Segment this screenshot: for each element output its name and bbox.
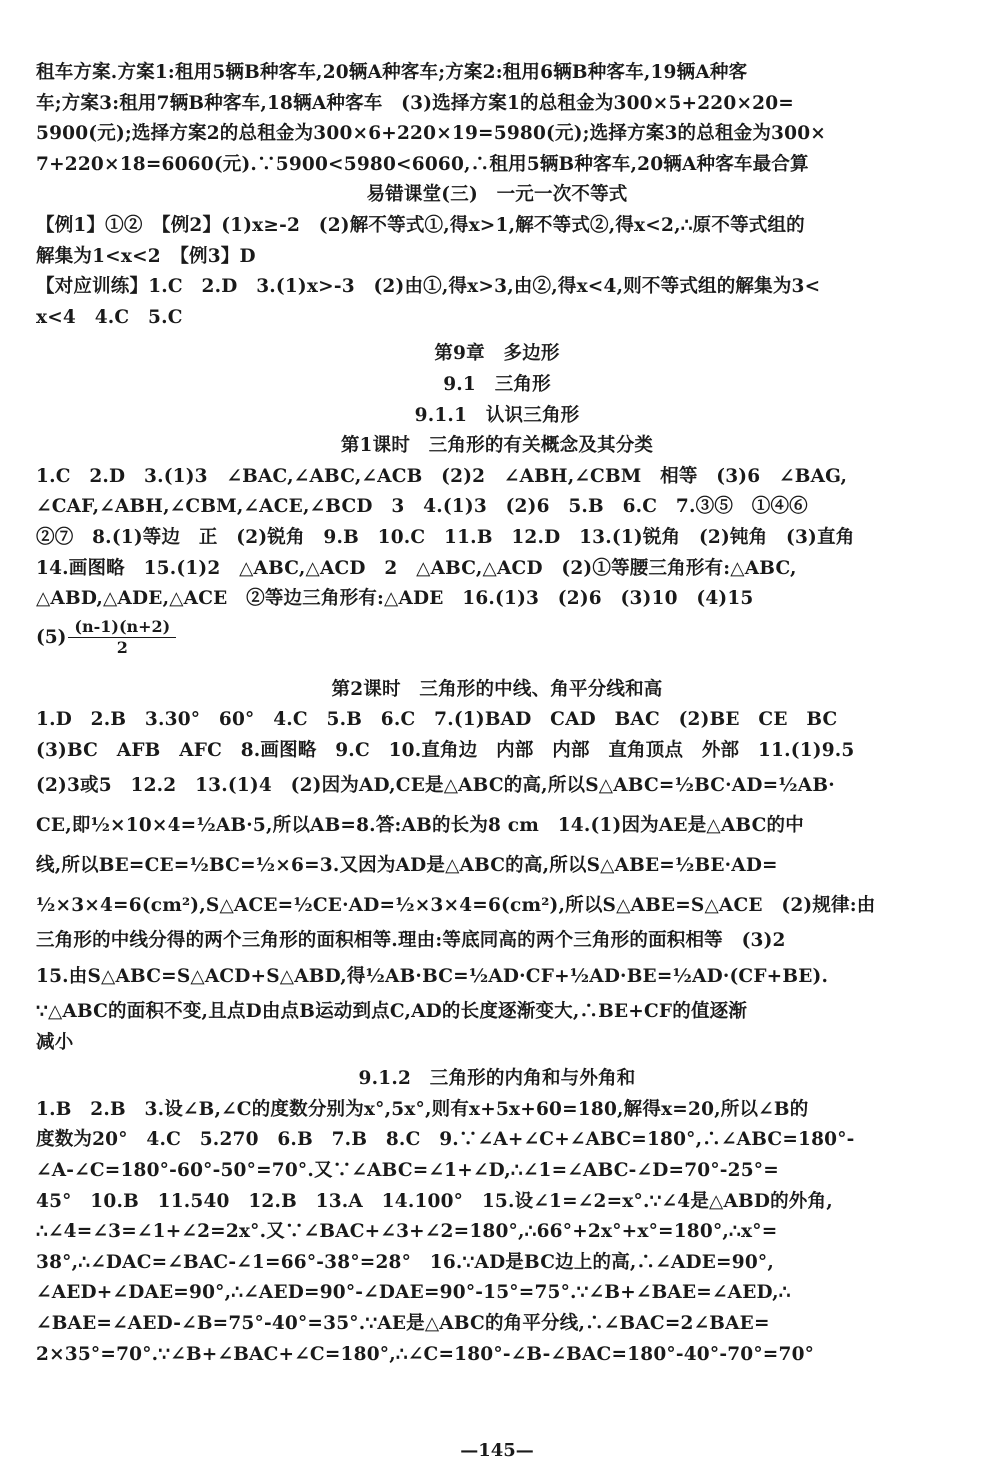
text-line: 解集为1<x<2 【例3】D [36, 245, 256, 267]
text-line: 1.D 2.B 3.30° 60° 4.C 5.B 6.C 7.(1)BAD CAD BAC (2)BE CE BC [36, 709, 838, 731]
text-line: 租车方案.方案1:租用5辆B种客车,20辆A种客车;方案2:租用6辆B种客车,19辆A种客 [36, 62, 748, 83]
lesson2-block [36, 705, 958, 1058]
fraction-prefix: (5) [36, 627, 67, 649]
text-line: 车;方案3:租用7辆B种客车,18辆A种客车 (3)选择方案1的总租金为300×5+220×20= [36, 92, 794, 114]
fraction-denominator: 2 [116, 638, 128, 658]
lesson1-block [36, 462, 958, 661]
text-line: 1.C 2.D 3.(1)3 ∠BAC,∠ABC,∠ACB (2)2 ∠ABH,∠CBM 相等 (3)6 ∠BAG, [36, 465, 848, 487]
text-line: CE,即½×10×4=½AB·5,所以AB=8.答:AB的长为8 cm 14.(1)因为AE是△ABC的中 [36, 815, 804, 837]
section-heading-easy-error: 易错课堂(三) 一元一次不等式 [366, 184, 628, 206]
text-line: 【对应训练】1.C 2.D 3.(1)x>-3 (2)由①,得x>3,由②,得x<4,则不等式组的解集为3< [36, 276, 821, 298]
page-number: —145— [460, 1440, 534, 1461]
text-line: ∠AED+∠DAE=90°,∴∠AED=90°-∠DAE=90°-15°=75°.∵∠B+∠BAE=∠AED,∴ [36, 1282, 791, 1304]
easy-error-block [36, 211, 958, 333]
text-line: ∴∠4=∠3=∠1+∠2=2x°.又∵∠BAC+∠3+∠2=180°,∴66°+2x°+x°=180°,∴x°= [36, 1221, 778, 1243]
text-line: x<4 4.C 5.C [36, 306, 183, 328]
chapter-title: 第9章 多边形 [434, 343, 560, 365]
top-answer-block [36, 58, 958, 180]
text-line: 度数为20° 4.C 5.270 6.B 7.B 8.C 9.∵∠A+∠C+∠ABC=180°,∴∠ABC=180°- [36, 1129, 855, 1151]
text-line: 线,所以BE=CE=½BC=½×6=3.又因为AD是△ABC的高,所以S△ABE=½BE·AD= [36, 855, 778, 877]
text-line: 2×35°=70°.∵∠B+∠BAC+∠C=180°,∴∠C=180°-∠B-∠BAC=180°-40°-70°=70° [36, 1343, 815, 1365]
text-line: 5900(元);选择方案2的总租金为300×6+220×19=5980(元);选择方案3的总租金为300× [36, 123, 826, 145]
section-912-title: 9.1.2 三角形的内角和与外角和 [358, 1068, 636, 1090]
text-line: 7+220×18=6060(元).∵5900<5980<6060,∴租用5辆B种客车,20辆A种客车最合算 [36, 153, 809, 175]
text-line: 【例1】①② 【例2】(1)x≥-2 (2)解不等式①,得x>1,解不等式②,得x<2,∴原不等式组的 [36, 214, 805, 236]
text-line: 14.画图略 15.(1)2 △ABC,△ACD 2 △ABC,△ACD (2)①等腰三角形有:△ABC, [36, 557, 797, 579]
text-line: 15.由S△ABC=S△ACD+S△ABD,得½AB·BC=½AD·CF+½AD·BE=½AD·(CF+BE). [36, 966, 829, 988]
fraction-answer-line [36, 615, 958, 661]
text-line: 三角形的中线分得的两个三角形的面积相等.理由:等底同高的两个三角形的面积相等 (3)2 [36, 930, 786, 952]
text-line: 38°,∴∠DAC=∠BAC-∠1=66°-38°=28° 16.∵AD是BC边上的高,∴∠ADE=90°, [36, 1251, 774, 1273]
section-912-block [36, 1095, 958, 1370]
fraction [68, 617, 176, 658]
text-line: ½×3×4=6(cm²),S△ACE=½CE·AD=½×3×4=6(cm²),所以S△ABE=S△ACE (2)规律:由 [36, 895, 876, 917]
lesson1-title: 第1课时 三角形的有关概念及其分类 [340, 435, 654, 457]
text-line: (3)BC AFB AFC 8.画图略 9.C 10.直角边 内部 内部 直角顶点 外部 11.(1)9.5 [36, 739, 855, 761]
fraction-numerator: (n-1)(n+2) [68, 617, 176, 638]
text-line: ∵△ABC的面积不变,且点D由点B运动到点C,AD的长度逐渐变大,∴BE+CF的值逐渐 [36, 1001, 748, 1023]
lesson2-title: 第2课时 三角形的中线、角平分线和高 [331, 678, 663, 700]
text-line: ②⑦ 8.(1)等边 正 (2)锐角 9.B 10.C 11.B 12.D 13.(1)锐角 (2)钝角 (3)直角 [36, 526, 855, 548]
text-line: 45° 10.B 11.540 12.B 13.A 14.100° 15.设∠1=∠2=x°.∵∠4是△ABD的外角, [36, 1190, 833, 1212]
text-line: ∠A-∠C=180°-60°-50°=70°.又∵∠ABC=∠1+∠D,∴∠1=∠ABC-∠D=70°-25°= [36, 1160, 779, 1182]
text-line: △ABD,△ADE,△ACE ②等边三角形有:△ADE 16.(1)3 (2)6 (3)10 (4)15 [36, 588, 754, 610]
text-line: (2)3或5 12.2 13.(1)4 (2)因为AD,CE是△ABC的高,所以S△ABC=½BC·AD=½AB· [36, 775, 835, 797]
text-line: 减小 [36, 1031, 74, 1053]
section-title: 9.1 三角形 [443, 373, 551, 395]
text-line: ∠CAF,∠ABH,∠CBM,∠ACE,∠BCD 3 4.(1)3 (2)6 5.B 6.C 7.③⑤ ①④⑥ [36, 496, 808, 518]
text-line: 1.B 2.B 3.设∠B,∠C的度数分别为x°,5x°,则有x+5x+60=180,解得x=20,所以∠B的 [36, 1098, 809, 1120]
subsection-title: 9.1.1 认识三角形 [414, 404, 580, 426]
text-line: ∠BAE=∠AED-∠B=75°-40°=35°.∵AE是△ABC的角平分线,∴∠BAC=2∠BAE= [36, 1313, 770, 1334]
